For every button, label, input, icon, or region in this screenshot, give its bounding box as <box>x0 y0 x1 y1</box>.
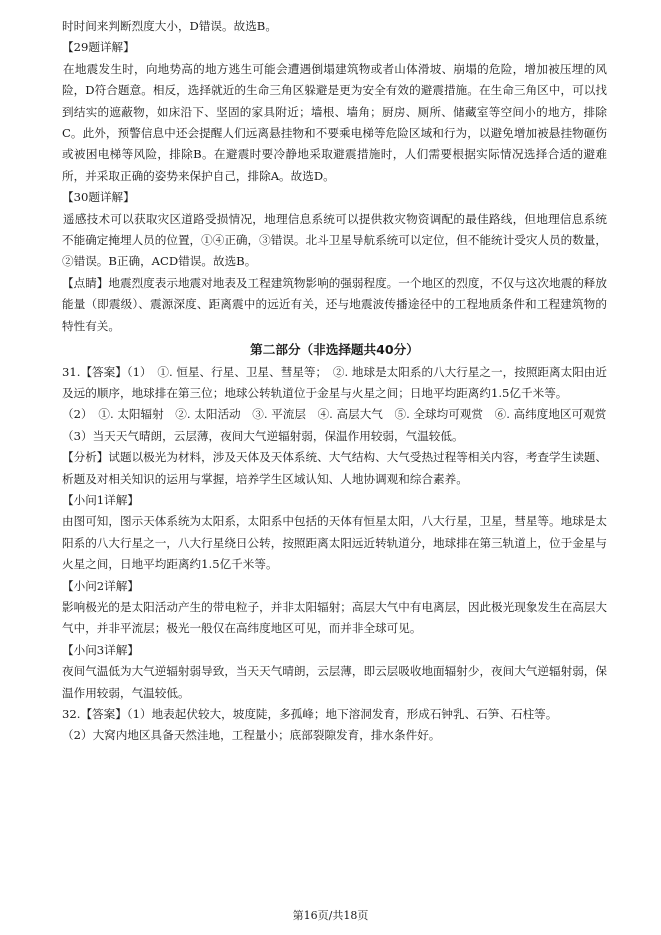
sub-question-3-explanation: 夜间气温低为大气逆辐射弱导致，当天天气晴朗，云层薄，即云层吸收地面辐射少，夜间大气逆辐射弱，保温作用较弱，气温较低。 <box>62 664 607 700</box>
key-point-note: 【点睛】地震烈度表示地震对地表及工程建筑物影响的强弱程度。一个地区的烈度，不仅与这次地震的释放能量（即震级）、震源深度、距离震中的远近有关，还与地震波传播途径中的工程地质条件和工程建筑物的特性有关。 <box>62 275 607 333</box>
q31-answer: 31.【答案】（1） ①. 恒星、行星、卫星、彗星等； ②. 地球是太阳系的八大行星之一，按照距离太阳由近及远的顺序，地球排在第三位；地球公转轨道位于金星与火星之间；日地平均距离约1.5亿千米等。 <box>62 364 607 400</box>
q30-heading: 【30题详解】 <box>62 190 135 205</box>
section-title: 第二部分（非选择题共40分） <box>250 342 419 358</box>
sub-question-2-explanation: 影响极光的是太阳活动产生的带电粒子，并非太阳辐射；高层大气中有电离层，因此极光现象发生在高层大气中，并非平流层；极光一般仅在高纬度地区可见，而并非全球可见。 <box>62 599 607 636</box>
q32-answer: 32.【答案】（1）地表起伏较大，坡度陡，多孤峰；地下溶洞发育，形成石钟乳、石笋、石柱等。 <box>62 707 558 721</box>
q31-analysis: 【分析】试题以极光为材料，涉及天体及天体系统、大气结构、大气受热过程等相关内容，考查学生读题、析题及对相关知识的运用与掌握，培养学生区域认知、人地协调观和综合素养。 <box>62 450 607 486</box>
page-footer: 第16页/共18页 <box>292 909 369 922</box>
paragraph-continuation: 时时间来判断烈度大小，D错误。故选B。 <box>62 19 277 33</box>
sub-question-1-explanation: 由图可知，图示天体系统为太阳系，太阳系中包括的天体有恒星太阳，八大行星，卫星，彗星等。地球是太阳系的八大行星之一，八大行星绕日公转，按照距离太阳远近转轨道分，地球排在第三轨道上，位于金星与火星之间，日地平均距离约1.5亿千米等。 <box>62 514 607 572</box>
sub-question-3-heading: 【小问3详解】 <box>62 642 139 657</box>
sub-question-2-heading: 【小问2详解】 <box>62 578 139 593</box>
q29-explanation: 在地震发生时，向地势高的地方逃生可能会遭遇倒塌建筑物或者山体滑坡、崩塌的危险，增加被压埋的风险，D符合题意。相反，选择就近的生命三角区躲避是更为安全有效的避震措施。在生命三角区中，可以找到结实的遮蔽物，如床沿下、坚固的家具附近；墙根、墙角；厨房、厕所、储藏室等空间小的地方，排除C。此外，预警信息中还会提醒人们远离悬挂物和不要乘电梯等危险区域和行为，以避免增加被悬挂物砸伤或被困电梯等风险，排除B。在避震时要冷静地采取避震措施时，人们需要根据实际情况选择合适的避难所，并采取正确的姿势来保护自己，排除A。故选D。 <box>62 61 607 183</box>
q29-heading: 【29题详解】 <box>62 40 135 55</box>
page-content <box>62 16 607 747</box>
q31-answer-part2: （2） ①. 太阳辐射 ②. 太阳活动 ③. 平流层 ④. 高层大气 ⑤. 全球均可观赏 ⑥. 高纬度地区可观赏 <box>62 407 607 422</box>
q32-answer-part2: （2）大窝内地区具备天然洼地，工程量小；底部裂隙发育，排水条件好。 <box>62 728 441 743</box>
q31-answer-part3: （3）当天天气晴朗，云层薄，夜间大气逆辐射弱，保温作用较弱，气温较低。 <box>62 428 464 443</box>
sub-question-1-heading: 【小问1详解】 <box>62 492 139 507</box>
q30-explanation: 遥感技术可以获取灾区道路受损情况，地理信息系统可以提供救灾物资调配的最佳路线，但地理信息系统不能确定掩埋人员的位置，①④正确，③错误。北斗卫星导航系统可以定位，但不能统计受灾人员的数量，②错误。B正确，ACD错误。故选B。 <box>62 211 607 269</box>
